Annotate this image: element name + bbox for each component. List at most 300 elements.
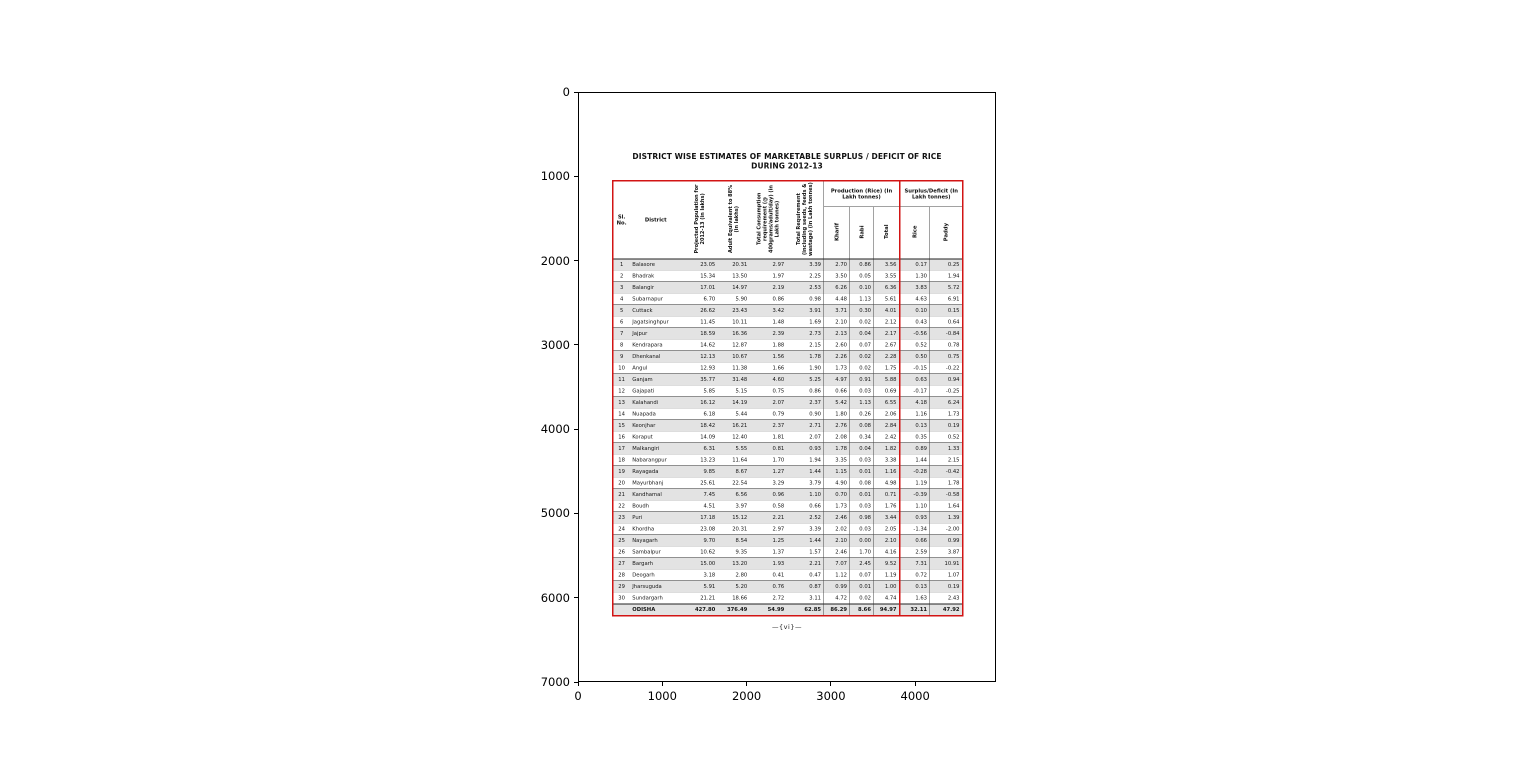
table-cell: 0.66 — [824, 385, 850, 397]
table-cell: 5.42 — [824, 397, 850, 409]
table-cell: 4.74 — [874, 592, 900, 604]
table-cell: 0.30 — [850, 305, 874, 317]
table-cell: 1.63 — [900, 592, 930, 604]
table-cell: Sundargarh — [632, 594, 663, 601]
x-tick-mark — [746, 682, 747, 686]
table-cell: -0.58 — [930, 489, 963, 501]
table-cell: 26.62 — [682, 305, 718, 317]
table-cell: 14.62 — [700, 342, 716, 348]
table-cell: 2.39 — [750, 328, 787, 340]
table-cell: 1.44 — [900, 454, 930, 466]
table-cell: 4.16 — [874, 546, 900, 558]
table-cell: 0.66 — [809, 503, 821, 509]
table-cell: 0.00 — [850, 535, 874, 547]
table-cell: 5 — [613, 305, 630, 317]
x-tick-label: 0 — [574, 689, 582, 703]
table-cell: Gajapati — [632, 388, 655, 394]
table-cell: 3.39 — [787, 259, 824, 271]
table-row — [613, 523, 963, 535]
table-cell: 3.71 — [824, 305, 850, 317]
x-tick-mark — [915, 682, 916, 686]
table-cell: 5.44 — [735, 411, 748, 417]
table-cell: 0.76 — [750, 581, 787, 593]
table-cell: 12 — [618, 388, 625, 394]
table-cell: 0.26 — [850, 408, 874, 420]
table-row — [613, 500, 963, 512]
table-cell: 94.97 — [874, 604, 900, 616]
table-cell: 2.28 — [874, 351, 900, 363]
table-cell: 2.43 — [930, 592, 963, 604]
table-cell: 15.34 — [700, 273, 716, 279]
table-cell: 1.25 — [750, 535, 787, 547]
group-header-surplus-deficit: Surplus/Deficit (In Lakh tonnes) — [900, 181, 963, 207]
table-cell: 13.23 — [700, 457, 716, 463]
table-row — [613, 535, 963, 547]
table-row — [613, 293, 963, 305]
table-cell: -0.84 — [930, 328, 963, 340]
table-cell: 1.13 — [850, 397, 874, 409]
y-tick-label: 4000 — [540, 422, 570, 437]
table-cell: 8.66 — [850, 604, 874, 616]
table-cell: Sambalpur — [632, 549, 661, 555]
table-cell: Jharsuguda — [630, 581, 682, 593]
table-cell: 3.44 — [874, 512, 900, 524]
table-cell: 3.29 — [772, 480, 785, 486]
table-cell: 6.91 — [930, 293, 963, 305]
table-cell: 4 — [619, 296, 624, 302]
table-row — [613, 546, 963, 558]
table-cell: 1.07 — [930, 569, 963, 581]
table-cell: Kalahandi — [630, 397, 682, 409]
table-cell: Kendrapara — [632, 342, 663, 348]
table-cell: 0.04 — [850, 328, 874, 340]
table-cell: -1.34 — [900, 523, 930, 535]
table-cell: 31.48 — [718, 374, 750, 386]
table-cell: 0.71 — [874, 489, 900, 501]
table-cell: Keonjhar — [630, 420, 682, 432]
table-cell: 2.45 — [850, 558, 874, 570]
table-row — [613, 408, 963, 420]
table-cell: 15.00 — [682, 558, 718, 570]
table-cell: 15 — [613, 420, 630, 432]
table-cell: 2.37 — [750, 420, 787, 432]
table-cell: 20 — [618, 480, 625, 486]
table-cell: 2.21 — [750, 512, 787, 524]
table-cell: 1.80 — [824, 408, 850, 420]
table-cell: 26 — [618, 549, 625, 555]
x-tick-label: 1000 — [647, 689, 677, 703]
table-cell: 62.85 — [787, 604, 824, 616]
table-cell: 4.72 — [824, 592, 850, 604]
table-body — [613, 259, 963, 616]
table-cell: Deogarh — [632, 572, 655, 578]
table-cell: 18.42 — [682, 420, 718, 432]
table-row — [613, 569, 963, 581]
table-cell: 0.63 — [900, 374, 930, 386]
table-cell: 1.48 — [772, 319, 785, 325]
table-cell: 0.91 — [850, 374, 874, 386]
table-cell: 1.37 — [772, 549, 785, 555]
table-cell: 5.90 — [735, 296, 748, 302]
table-cell: 0.52 — [930, 431, 963, 443]
table-cell: 5.55 — [718, 443, 750, 455]
col-header-sl-no: Sl. No. — [616, 213, 627, 226]
table-cell: Boudh — [632, 503, 650, 509]
table-cell: 19 — [613, 466, 630, 478]
table-cell: 0.13 — [900, 581, 930, 593]
table-cell: 3.39 — [809, 526, 821, 532]
table-cell: 0.75 — [930, 351, 963, 363]
rice-surplus-table — [612, 180, 964, 617]
table-cell: 1.10 — [900, 500, 930, 512]
col-header-population: Projected Population for 2012-13 (in lakhs) — [693, 184, 706, 254]
table-cell: 1.78 — [824, 443, 850, 455]
table-cell: 13 — [613, 397, 630, 409]
table-cell: 1.73 — [824, 500, 850, 512]
table-row — [613, 305, 963, 317]
table-cell: Rayagada — [630, 466, 682, 478]
table-cell: 23 — [613, 512, 630, 524]
table-cell: 20.31 — [718, 259, 750, 271]
table-cell: 0.94 — [930, 374, 963, 386]
table-cell: 10.11 — [732, 319, 748, 325]
table-cell: 2.46 — [824, 546, 850, 558]
table-cell: 2.72 — [772, 594, 785, 601]
col-header-rabi: Rabi — [850, 207, 874, 259]
table-cell: 0.90 — [809, 411, 821, 417]
table-cell: 16.12 — [682, 397, 718, 409]
table-cell: 2.80 — [735, 572, 748, 578]
table-cell: -0.42 — [930, 466, 963, 478]
table-cell: 1.27 — [750, 466, 787, 478]
table-cell: 2.25 — [809, 273, 821, 279]
table-cell: 35.77 — [682, 374, 718, 386]
table-cell: 2.71 — [787, 420, 824, 432]
table-row — [613, 316, 963, 328]
table-cell: 0.69 — [874, 385, 900, 397]
table-cell: 2.60 — [824, 339, 850, 351]
table-cell: Balasore — [630, 259, 682, 271]
table-cell: 0.78 — [930, 339, 963, 351]
table-cell: 10.91 — [930, 558, 963, 570]
table-row — [613, 477, 963, 489]
table-cell: 2.12 — [874, 316, 900, 328]
table-cell: Balangir — [630, 282, 682, 294]
table-cell: Nabarangpur — [632, 457, 667, 463]
table-cell: 5.15 — [735, 388, 748, 394]
table-cell: 3.38 — [874, 454, 900, 466]
table-cell: 1.64 — [930, 500, 963, 512]
y-tick-mark — [574, 513, 578, 514]
table-cell: 27 — [613, 558, 630, 570]
table-cell: 2.10 — [824, 316, 850, 328]
table-cell: 0.03 — [850, 385, 874, 397]
table-cell: 25 — [613, 535, 630, 547]
table-cell: 3.42 — [750, 305, 787, 317]
table-cell: 5.91 — [682, 581, 718, 593]
table-cell: 2.08 — [824, 431, 850, 443]
document-title-line2: DURING 2012-13 — [751, 161, 823, 171]
table-cell: 4.48 — [824, 293, 850, 305]
y-tick-label: 3000 — [540, 337, 570, 352]
table-row — [613, 443, 963, 455]
table-cell: 1.10 — [787, 489, 824, 501]
table-cell: 21.21 — [700, 594, 716, 601]
table-row — [613, 282, 963, 294]
table-row — [613, 385, 963, 397]
table-cell: 9.85 — [682, 466, 718, 478]
x-tick-mark — [578, 682, 579, 686]
table-cell: 7.07 — [824, 558, 850, 570]
table-cell: 1.94 — [809, 457, 821, 463]
table-cell: 0.19 — [930, 581, 963, 593]
table-cell: 22.54 — [732, 480, 748, 486]
table-cell: 2.67 — [874, 339, 900, 351]
table-cell: 4.98 — [874, 477, 900, 489]
table-cell: 5.25 — [787, 374, 824, 386]
table-cell: 0.08 — [850, 420, 874, 432]
table-cell: 0.04 — [850, 443, 874, 455]
table-cell: Subarnapur — [632, 296, 663, 302]
table-row — [613, 431, 963, 443]
table-cell: 2.37 — [787, 397, 824, 409]
table-row — [613, 270, 963, 282]
table-cell: 1.16 — [900, 408, 930, 420]
col-header-district: District — [644, 216, 667, 223]
table-cell: 32.11 — [900, 604, 930, 616]
table-cell: 3.50 — [824, 270, 850, 282]
table-cell: 0.64 — [930, 316, 963, 328]
table-cell: 12.13 — [682, 351, 718, 363]
table-cell: 4.01 — [874, 305, 900, 317]
col-header-adult-equivalent: Adult Equivalent to 88% (in lakhs) — [727, 185, 740, 254]
table-cell: 13.20 — [718, 558, 750, 570]
table-cell: 0.34 — [850, 431, 874, 443]
table-cell: 3.35 — [824, 454, 850, 466]
table-cell: 17.01 — [682, 282, 718, 294]
col-header-total: Total — [874, 207, 900, 259]
table-cell: 2.02 — [824, 523, 850, 535]
table-row — [613, 512, 963, 524]
table-cell: 5.88 — [874, 374, 900, 386]
table-cell: 2.07 — [750, 397, 787, 409]
table-cell: 2.17 — [874, 328, 900, 340]
y-tick-mark — [574, 92, 578, 93]
table-cell: 13.50 — [732, 273, 748, 279]
table-cell: 4.63 — [900, 293, 930, 305]
table-cell: 1 — [613, 259, 630, 271]
table-cell: 1.76 — [874, 500, 900, 512]
table-row — [613, 489, 963, 501]
table-cell: 1.12 — [824, 569, 850, 581]
table-cell: 0.70 — [824, 489, 850, 501]
table-cell: 30 — [618, 594, 625, 601]
table-cell: 9.52 — [874, 558, 900, 570]
table-cell: 4.60 — [750, 374, 787, 386]
table-cell: 2.10 — [874, 535, 900, 547]
table-cell: 16.36 — [718, 328, 750, 340]
table-cell: 2.42 — [874, 431, 900, 443]
table-row — [613, 558, 963, 570]
table-cell: 0.93 — [900, 512, 930, 524]
table-cell: 23.43 — [718, 305, 750, 317]
table-cell: 1.73 — [824, 362, 850, 374]
table-cell: Mayurbhanj — [632, 480, 664, 486]
table-cell: 24 — [618, 526, 625, 532]
table-row — [613, 454, 963, 466]
table-cell: 11.38 — [732, 365, 748, 371]
table-cell: 0.86 — [850, 259, 874, 271]
table-cell: 1.97 — [772, 273, 785, 279]
table-cell: -0.17 — [900, 385, 930, 397]
y-tick-label: 1000 — [540, 169, 570, 184]
table-cell: Khordha — [632, 526, 655, 532]
table-cell: Angul — [632, 365, 648, 371]
table-cell: 1.16 — [874, 466, 900, 478]
table-cell: -0.15 — [900, 362, 930, 374]
table-cell: 0.86 — [772, 296, 785, 302]
table-row — [613, 259, 963, 271]
table-row — [613, 604, 963, 616]
table-cell: Ganjam — [630, 374, 682, 386]
table-cell: 0.96 — [750, 489, 787, 501]
table-cell: 0.02 — [850, 362, 874, 374]
scanned-document — [612, 152, 962, 652]
table-cell: 8.54 — [718, 535, 750, 547]
table-cell: 17.18 — [682, 512, 718, 524]
col-header-rice: Rice — [900, 207, 930, 259]
table-cell: 1.93 — [750, 558, 787, 570]
table-cell: 1.69 — [809, 319, 821, 325]
document-title — [612, 152, 962, 171]
table-cell: 0.58 — [772, 503, 785, 509]
table-cell: 0.02 — [850, 351, 874, 363]
table-row — [613, 374, 963, 386]
table-cell: Jajpur — [630, 328, 682, 340]
table-cell: 12.87 — [732, 342, 748, 348]
table-cell: 0.08 — [850, 477, 874, 489]
table-cell: 2.97 — [772, 526, 785, 532]
table-cell: 16 — [618, 434, 625, 440]
table-cell: 7.45 — [682, 489, 718, 501]
col-header-total-requirement: Total Requirement (including seeds, feeds & wastage) (in Lakh tonnes) — [796, 182, 814, 257]
table-cell: 1.73 — [930, 408, 963, 420]
table-cell: 2.53 — [787, 282, 824, 294]
table-cell: 1.56 — [750, 351, 787, 363]
col-header-kharif: Kharif — [824, 207, 850, 259]
table-cell: 0.10 — [850, 282, 874, 294]
table-cell: 0.01 — [850, 466, 874, 478]
table-cell: 1.81 — [772, 434, 785, 440]
table-row — [613, 420, 963, 432]
table-cell: 1.70 — [850, 546, 874, 558]
table-cell: Nayagarh — [630, 535, 682, 547]
table-cell: 23.05 — [682, 259, 718, 271]
table-cell: 18 — [618, 457, 625, 463]
table-cell: 1.44 — [787, 466, 824, 478]
table-cell: Nuapada — [632, 411, 656, 417]
table-cell: 3.83 — [900, 282, 930, 294]
table-cell: 17 — [613, 443, 630, 455]
table-cell: Bhadrak — [632, 273, 655, 279]
table-cell: 10 — [618, 365, 625, 371]
y-tick-mark — [574, 260, 578, 261]
table-cell: 3.18 — [703, 572, 716, 578]
table-cell: 4.90 — [824, 477, 850, 489]
table-cell: 0.07 — [850, 339, 874, 351]
table-cell: 11 — [613, 374, 630, 386]
table-cell: 18.59 — [682, 328, 718, 340]
y-tick-mark — [574, 429, 578, 430]
table-row — [613, 339, 963, 351]
table-cell: Jagatsinghpur — [632, 319, 669, 325]
table-cell: 1.78 — [787, 351, 824, 363]
table-cell: 3.91 — [787, 305, 824, 317]
table-cell: Koraput — [632, 434, 653, 440]
table-cell: 2.70 — [824, 259, 850, 271]
table-cell: -0.28 — [900, 466, 930, 478]
table-cell: 20.31 — [732, 526, 748, 532]
table-cell: 3.11 — [809, 594, 821, 601]
table-cell: 1.70 — [772, 457, 785, 463]
table-cell: 16.21 — [718, 420, 750, 432]
table-cell: 1.00 — [874, 581, 900, 593]
x-tick-label: 2000 — [731, 689, 762, 703]
table-cell: 2.13 — [824, 328, 850, 340]
table-cell: 0.03 — [850, 523, 874, 535]
table-cell: 3.97 — [735, 503, 748, 509]
table-cell: -0.56 — [900, 328, 930, 340]
table-cell: 2.07 — [809, 434, 821, 440]
table-cell: 1.44 — [787, 535, 824, 547]
table-cell — [613, 604, 630, 616]
table-cell: 2.46 — [824, 512, 850, 524]
table-cell: 12.93 — [700, 365, 716, 371]
table-cell: 6.24 — [930, 397, 963, 409]
table-row — [613, 581, 963, 593]
table-row — [613, 362, 963, 374]
table-cell: 2.59 — [900, 546, 930, 558]
table-cell: 2.97 — [750, 259, 787, 271]
table-row — [613, 466, 963, 478]
table-cell: 0.75 — [772, 388, 785, 394]
table-cell: -0.22 — [930, 362, 963, 374]
y-tick-label: 7000 — [540, 675, 570, 690]
table-cell: 29 — [613, 581, 630, 593]
table-cell: 1.57 — [809, 549, 821, 555]
table-cell: 6.56 — [718, 489, 750, 501]
table-cell: 1.78 — [930, 477, 963, 489]
table-cell: Bargarh — [630, 558, 682, 570]
col-header-paddy: Paddy — [930, 207, 963, 259]
table-cell: 1.90 — [809, 365, 821, 371]
table-cell: 0.43 — [900, 316, 930, 328]
table-cell: 5.61 — [874, 293, 900, 305]
table-cell: 3.79 — [809, 480, 821, 486]
document-title-line1: DISTRICT WISE ESTIMATES OF MARKETABLE SURPLUS / DEFICIT OF RICE — [632, 152, 942, 161]
table-cell: 0.19 — [930, 420, 963, 432]
table-cell: 1.66 — [772, 365, 785, 371]
table-cell: 1.19 — [900, 477, 930, 489]
table-cell: 4.18 — [900, 397, 930, 409]
table-cell: 0.99 — [824, 581, 850, 593]
page-number-marker: —{vi}— — [772, 623, 802, 631]
table-cell: 21 — [613, 489, 630, 501]
table-cell: 0.50 — [900, 351, 930, 363]
table-cell: 0.72 — [900, 569, 930, 581]
table-cell: 1.33 — [930, 443, 963, 455]
table-cell: 1.94 — [930, 270, 963, 282]
